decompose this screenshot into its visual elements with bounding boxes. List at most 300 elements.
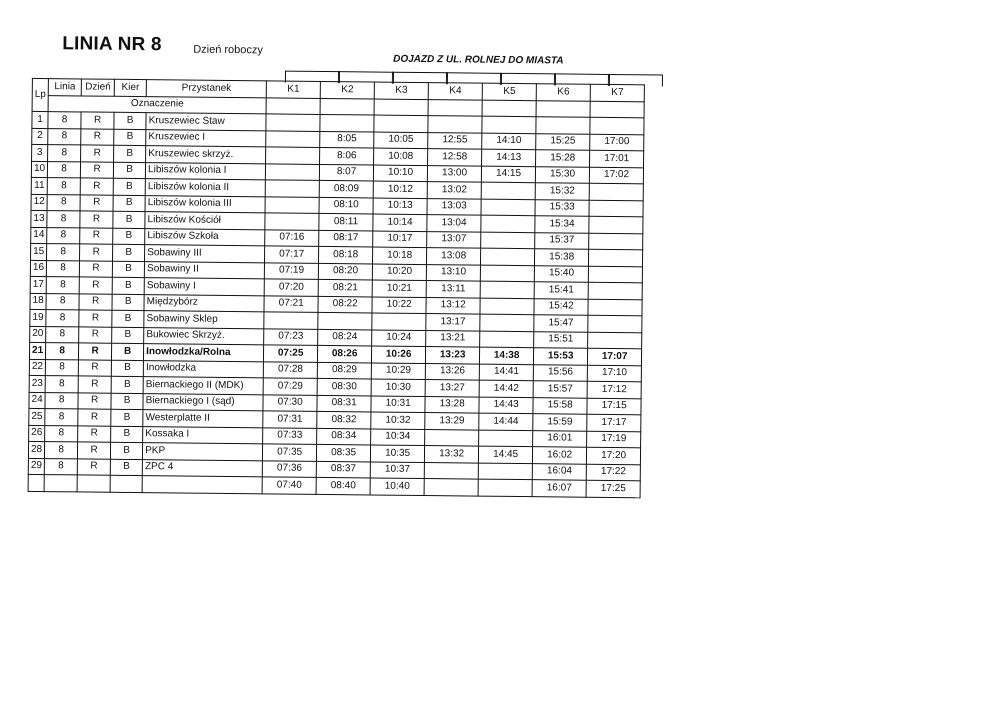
time-cell-k4: 12:58	[428, 149, 482, 166]
time-cell-k3	[372, 313, 426, 330]
time-cell-k1: 07:16	[265, 229, 319, 246]
time-cell-k1: 07:35	[263, 444, 317, 461]
kier-header: Kier	[114, 79, 146, 96]
row-lp: 21	[29, 342, 45, 359]
time-cell-k4	[425, 429, 479, 446]
linia-header: Linia	[48, 79, 81, 96]
time-cell-k6: 15:42	[534, 298, 588, 315]
row-linia: 8	[48, 128, 81, 145]
time-cell-k5	[480, 281, 534, 298]
time-cell-k7	[588, 299, 642, 316]
time-cell-k3: 10:08	[374, 148, 428, 165]
row-kier: B	[113, 178, 145, 195]
time-cell-k7: 17:22	[586, 464, 640, 481]
row-stop-name	[142, 476, 262, 494]
time-cell-k5: 14:10	[482, 133, 536, 150]
row-stop-name: Sobawiny III	[145, 245, 265, 263]
row-dzien: R	[80, 178, 113, 195]
row-linia: 8	[46, 343, 79, 360]
empty-cell	[428, 99, 482, 116]
time-cell-k7: 17:25	[586, 480, 640, 497]
row-kier: B	[111, 393, 143, 410]
row-linia: 8	[45, 425, 78, 442]
time-cell-k1: 07:30	[263, 394, 317, 411]
time-cell-k6: 15:53	[534, 348, 588, 365]
time-cell-k4: 12:55	[428, 132, 482, 149]
time-cell-k3: 10:29	[371, 362, 425, 379]
time-cell-k7	[589, 216, 643, 233]
course-header-k3: K3	[374, 82, 428, 99]
time-cell-k3	[374, 115, 428, 132]
row-kier: B	[114, 145, 146, 162]
row-linia: 8	[47, 178, 80, 195]
row-stop-name: ZPC 4	[142, 459, 262, 477]
time-cell-k4: 13:00	[427, 165, 481, 182]
row-stop-name: Libiszów kolonia II	[145, 179, 265, 197]
row-lp: 20	[30, 326, 46, 343]
row-linia: 8	[46, 326, 79, 343]
time-cell-k2: 08:30	[317, 378, 371, 395]
time-cell-k7: 17:20	[587, 447, 641, 464]
course-header-k2: K2	[320, 81, 374, 98]
row-lp: 10	[31, 161, 47, 178]
time-cell-k7	[589, 249, 643, 266]
row-dzien: R	[79, 326, 112, 343]
row-dzien: R	[81, 112, 114, 129]
row-stop-name: Libiszów kolonia I	[145, 162, 265, 180]
row-linia	[44, 475, 77, 492]
time-cell-k7: 17:19	[587, 431, 641, 448]
row-linia: 8	[46, 310, 79, 327]
time-cell-k1: 07:19	[264, 262, 318, 279]
designation-header: Oznaczenie	[48, 95, 266, 114]
time-cell-k4: 13:02	[427, 182, 481, 199]
time-cell-k3: 10:34	[371, 428, 425, 445]
time-cell-k4	[424, 462, 478, 479]
time-cell-k3: 10:05	[374, 132, 428, 149]
row-kier: B	[111, 442, 143, 459]
time-cell-k7: 17:12	[587, 381, 641, 398]
time-cell-k4: 13:23	[426, 347, 480, 364]
row-dzien: R	[81, 145, 114, 162]
time-cell-k6: 16:04	[532, 463, 586, 480]
time-cell-k6: 15:41	[534, 282, 588, 299]
row-stop-name: Kruszewiec Staw	[146, 113, 266, 131]
time-cell-k6: 15:28	[536, 150, 590, 167]
time-cell-k3: 10:10	[373, 164, 427, 181]
day-type-label: Dzień roboczy	[193, 43, 263, 57]
time-cell-k1: 07:20	[264, 279, 318, 296]
row-dzien: R	[79, 293, 112, 310]
row-lp: 1	[32, 111, 48, 128]
time-cell-k5: 14:41	[479, 364, 533, 381]
time-cell-k4: 13:17	[426, 314, 480, 331]
row-dzien: R	[79, 260, 112, 277]
row-lp: 15	[31, 243, 47, 260]
time-cell-k1: 07:23	[264, 328, 318, 345]
time-cell-k6: 15:32	[535, 183, 589, 200]
time-cell-k7	[589, 183, 643, 200]
row-stop-name: Sobawiny Sklep	[144, 311, 264, 329]
row-linia: 8	[47, 161, 80, 178]
row-linia: 8	[48, 145, 81, 162]
row-linia: 8	[46, 260, 79, 277]
row-kier: B	[113, 228, 145, 245]
time-cell-k1: 07:33	[263, 427, 317, 444]
time-cell-k6: 15:57	[533, 381, 587, 398]
empty-cell	[320, 98, 374, 115]
row-kier: B	[111, 409, 143, 426]
time-cell-k3: 10:17	[373, 230, 427, 247]
row-kier: B	[113, 244, 145, 261]
time-cell-k1	[265, 213, 319, 230]
row-lp: 11	[31, 177, 47, 194]
time-cell-k6: 16:01	[533, 430, 587, 447]
time-cell-k2: 08:40	[316, 477, 370, 494]
course-header-k7: K7	[590, 84, 644, 101]
time-cell-k2: 08:31	[317, 395, 371, 412]
row-linia: 8	[44, 458, 77, 475]
time-cell-k5	[481, 248, 535, 265]
time-cell-k2: 08:22	[318, 296, 372, 313]
time-cell-k5	[482, 116, 536, 133]
empty-cell	[590, 101, 644, 118]
course-header-k1: K1	[266, 81, 320, 98]
time-cell-k7	[589, 200, 643, 217]
row-lp: 23	[29, 375, 45, 392]
course-header-k5: K5	[482, 83, 536, 100]
time-cell-k7: 17:10	[587, 365, 641, 382]
row-stop-name: Inowłodzka/Rolna	[144, 344, 264, 362]
row-stop-name: Kossaka I	[143, 426, 263, 444]
row-kier: B	[112, 277, 144, 294]
row-stop-name: Sobawiny II	[144, 261, 264, 279]
time-cell-k4	[428, 116, 482, 133]
row-lp: 17	[30, 276, 46, 293]
time-cell-k4: 13:07	[427, 231, 481, 248]
row-kier: B	[113, 195, 145, 212]
row-linia: 8	[47, 227, 80, 244]
time-cell-k3: 10:30	[371, 379, 425, 396]
row-lp: 28	[28, 441, 44, 458]
row-lp: 12	[31, 194, 47, 211]
time-cell-k1: 07:25	[264, 345, 318, 362]
row-kier: B	[114, 112, 146, 129]
time-cell-k3: 10:24	[372, 329, 426, 346]
time-cell-k6: 15:51	[534, 331, 588, 348]
time-cell-k6: 15:58	[533, 397, 587, 414]
time-cell-k5: 14:44	[479, 413, 533, 430]
time-cell-k1	[265, 163, 319, 180]
time-cell-k2: 08:10	[319, 197, 373, 214]
time-cell-k3: 10:40	[370, 478, 424, 495]
time-cell-k5	[481, 232, 535, 249]
time-cell-k4: 13:32	[425, 446, 479, 463]
time-cell-k4: 13:28	[425, 396, 479, 413]
row-lp: 25	[29, 408, 45, 425]
row-kier: B	[113, 211, 145, 228]
time-cell-k4: 13:29	[425, 413, 479, 430]
row-kier: B	[112, 343, 144, 360]
row-lp: 14	[31, 227, 47, 244]
timetable	[28, 78, 645, 498]
direction-label: DOJAZD Z UL. ROLNEJ DO MIASTA	[393, 53, 564, 67]
row-linia: 8	[46, 277, 79, 294]
row-linia: 8	[48, 112, 81, 129]
row-kier: B	[112, 310, 144, 327]
time-cell-k7: 17:01	[590, 150, 644, 167]
row-stop-name: Międzybórz	[144, 294, 264, 312]
time-cell-k5	[481, 199, 535, 216]
time-cell-k2	[318, 312, 372, 329]
time-cell-k4: 13:04	[427, 215, 481, 232]
time-cell-k6: 15:59	[533, 414, 587, 431]
empty-cell	[374, 99, 428, 116]
row-kier: B	[111, 426, 143, 443]
time-cell-k3: 10:22	[372, 296, 426, 313]
time-cell-k2: 08:18	[319, 246, 373, 263]
time-cell-k1: 07:36	[262, 460, 316, 477]
row-lp: 13	[31, 210, 47, 227]
row-stop-name: Libiszów Kościół	[145, 212, 265, 230]
row-kier: B	[114, 129, 146, 146]
time-cell-k5	[479, 430, 533, 447]
row-stop-name: Inowłodzka	[143, 360, 263, 378]
time-cell-k5: 14:13	[482, 149, 536, 166]
row-dzien: R	[78, 442, 111, 459]
time-cell-k1: 07:31	[263, 411, 317, 428]
time-cell-k6: 15:25	[536, 133, 590, 150]
time-cell-k4: 13:08	[427, 248, 481, 265]
time-cell-k7	[589, 233, 643, 250]
row-kier: B	[110, 459, 142, 476]
time-cell-k7: 17:15	[587, 398, 641, 415]
time-cell-k4: 13:10	[426, 264, 480, 281]
row-dzien: R	[79, 310, 112, 327]
time-cell-k3: 10:26	[372, 346, 426, 363]
time-cell-k2: 08:21	[318, 279, 372, 296]
time-cell-k1: 07:28	[263, 361, 317, 378]
time-cell-k6: 15:47	[534, 315, 588, 332]
time-cell-k2: 08:29	[317, 362, 371, 379]
row-dzien	[77, 475, 110, 492]
time-cell-k5: 14:38	[480, 347, 534, 364]
time-cell-k3: 10:21	[372, 280, 426, 297]
time-cell-k2: 08:11	[319, 213, 373, 230]
time-cell-k7	[590, 117, 644, 134]
time-cell-k2: 8:06	[320, 147, 374, 164]
row-linia: 8	[47, 244, 80, 261]
time-cell-k1	[266, 114, 320, 131]
row-lp: 26	[29, 425, 45, 442]
row-stop-name: Westerplatte II	[143, 410, 263, 428]
time-cell-k7	[588, 332, 642, 349]
time-cell-k2: 08:17	[319, 230, 373, 247]
time-cell-k3: 10:32	[371, 412, 425, 429]
row-kier: B	[112, 294, 144, 311]
time-cell-k1	[265, 180, 319, 197]
time-cell-k2: 08:26	[318, 345, 372, 362]
row-lp: 2	[32, 128, 48, 145]
row-kier	[110, 475, 142, 492]
time-cell-k1	[264, 312, 318, 329]
row-dzien: R	[78, 409, 111, 426]
time-cell-k7: 17:07	[588, 348, 642, 365]
row-linia: 8	[45, 376, 78, 393]
time-cell-k3: 10:35	[371, 445, 425, 462]
row-kier: B	[111, 360, 143, 377]
time-cell-k7	[588, 266, 642, 283]
line-title: LINIA NR 8	[62, 33, 162, 56]
time-cell-k6: 15:37	[535, 232, 589, 249]
time-cell-k5	[480, 265, 534, 282]
time-cell-k1	[266, 147, 320, 164]
row-lp: 3	[32, 144, 48, 161]
time-cell-k3: 10:12	[373, 181, 427, 198]
row-linia: 8	[45, 392, 78, 409]
time-cell-k5	[481, 182, 535, 199]
time-cell-k6: 15:33	[535, 199, 589, 216]
row-lp: 16	[30, 260, 46, 277]
time-cell-k6: 15:30	[535, 166, 589, 183]
row-stop-name: Biernackiego II (MDK)	[143, 377, 263, 395]
time-cell-k1	[266, 130, 320, 147]
row-lp: 22	[29, 359, 45, 376]
time-cell-k6: 15:38	[535, 249, 589, 266]
time-cell-k2: 08:09	[319, 180, 373, 197]
time-cell-k5	[478, 479, 532, 496]
row-kier: B	[113, 162, 145, 179]
row-lp: 29	[28, 458, 44, 475]
time-cell-k2: 8:05	[320, 131, 374, 148]
time-cell-k7	[588, 315, 642, 332]
time-cell-k7: 17:17	[587, 414, 641, 431]
row-dzien: R	[77, 458, 110, 475]
row-kier: B	[112, 327, 144, 344]
time-cell-k2: 08:32	[317, 411, 371, 428]
time-cell-k1	[265, 196, 319, 213]
time-cell-k1: 07:40	[262, 477, 316, 494]
timetable-body	[28, 111, 644, 497]
row-dzien: R	[79, 343, 112, 360]
row-lp: 24	[29, 392, 45, 409]
time-cell-k5: 14:45	[479, 446, 533, 463]
row-linia: 8	[47, 194, 80, 211]
row-kier: B	[111, 376, 143, 393]
course-header-k6: K6	[536, 84, 590, 101]
row-dzien: R	[80, 161, 113, 178]
row-lp: 18	[30, 293, 46, 310]
time-cell-k6: 16:02	[533, 447, 587, 464]
time-cell-k1: 07:17	[265, 246, 319, 263]
time-cell-k3: 10:14	[373, 214, 427, 231]
row-stop-name: Libiszów kolonia III	[145, 195, 265, 213]
lp-header: Lp	[32, 78, 48, 111]
time-cell-k1: 07:29	[263, 378, 317, 395]
row-linia: 8	[45, 359, 78, 376]
time-cell-k3: 10:37	[370, 461, 424, 478]
time-cell-k3: 10:20	[372, 263, 426, 280]
row-dzien: R	[78, 392, 111, 409]
row-dzien: R	[80, 244, 113, 261]
course-header-k4: K4	[428, 83, 482, 100]
time-cell-k2: 08:37	[316, 461, 370, 478]
row-linia: 8	[46, 293, 79, 310]
time-cell-k3: 10:13	[373, 197, 427, 214]
time-cell-k3: 10:18	[373, 247, 427, 264]
time-cell-k6: 16:07	[532, 480, 586, 497]
row-stop-name: Kruszewiec skrzyż.	[146, 146, 266, 164]
time-cell-k2: 08:20	[318, 263, 372, 280]
row-lp: 19	[30, 309, 46, 326]
time-cell-k2: 08:35	[317, 444, 371, 461]
row-linia: 8	[45, 409, 78, 426]
time-cell-k5	[478, 463, 532, 480]
time-cell-k2	[320, 114, 374, 131]
row-linia: 8	[45, 442, 78, 459]
row-dzien: R	[78, 376, 111, 393]
time-cell-k3: 10:31	[371, 395, 425, 412]
time-cell-k1: 07:21	[264, 295, 318, 312]
time-cell-k2: 8:07	[319, 164, 373, 181]
stop-header: Przystanek	[146, 80, 266, 98]
row-kier: B	[112, 261, 144, 278]
time-cell-k4: 13:21	[426, 330, 480, 347]
time-cell-k4: 13:12	[426, 297, 480, 314]
time-cell-k4: 13:11	[426, 281, 480, 298]
time-cell-k6: 15:56	[533, 364, 587, 381]
row-dzien: R	[80, 194, 113, 211]
time-cell-k4	[424, 479, 478, 496]
empty-cell	[536, 100, 590, 117]
time-cell-k4: 13:27	[425, 380, 479, 397]
row-linia: 8	[47, 211, 80, 228]
row-dzien: R	[80, 211, 113, 228]
row-stop-name: Sobawiny I	[144, 278, 264, 296]
time-cell-k5: 14:42	[479, 380, 533, 397]
time-cell-k5: 14:43	[479, 397, 533, 414]
time-cell-k4: 13:03	[427, 198, 481, 215]
time-cell-k6: 15:40	[534, 265, 588, 282]
time-cell-k5	[480, 298, 534, 315]
row-dzien: R	[78, 425, 111, 442]
row-stop-name: Bukowiec Skrzyż.	[144, 327, 264, 345]
row-stop-name: Libiszów Szkoła	[145, 228, 265, 246]
time-cell-k6: 15:34	[535, 216, 589, 233]
empty-cell	[266, 97, 320, 114]
row-dzien: R	[81, 128, 114, 145]
dzien-header: Dzień	[81, 79, 114, 96]
time-cell-k6	[536, 117, 590, 134]
time-cell-k5: 14:15	[481, 166, 535, 183]
empty-cell	[482, 100, 536, 117]
row-stop-name: PKP	[143, 443, 263, 461]
time-cell-k7	[588, 282, 642, 299]
time-cell-k5	[480, 331, 534, 348]
row-dzien: R	[79, 277, 112, 294]
time-cell-k7: 17:02	[589, 167, 643, 184]
time-cell-k2: 08:24	[318, 329, 372, 346]
time-cell-k5	[480, 314, 534, 331]
row-stop-name: Biernackiego I (sąd)	[143, 393, 263, 411]
time-cell-k5	[481, 215, 535, 232]
row-stop-name: Kruszewiec I	[146, 129, 266, 147]
time-cell-k7: 17:00	[590, 134, 644, 151]
row-lp	[28, 474, 44, 491]
row-dzien: R	[78, 359, 111, 376]
time-cell-k4: 13:26	[425, 363, 479, 380]
time-cell-k2: 08:34	[317, 428, 371, 445]
